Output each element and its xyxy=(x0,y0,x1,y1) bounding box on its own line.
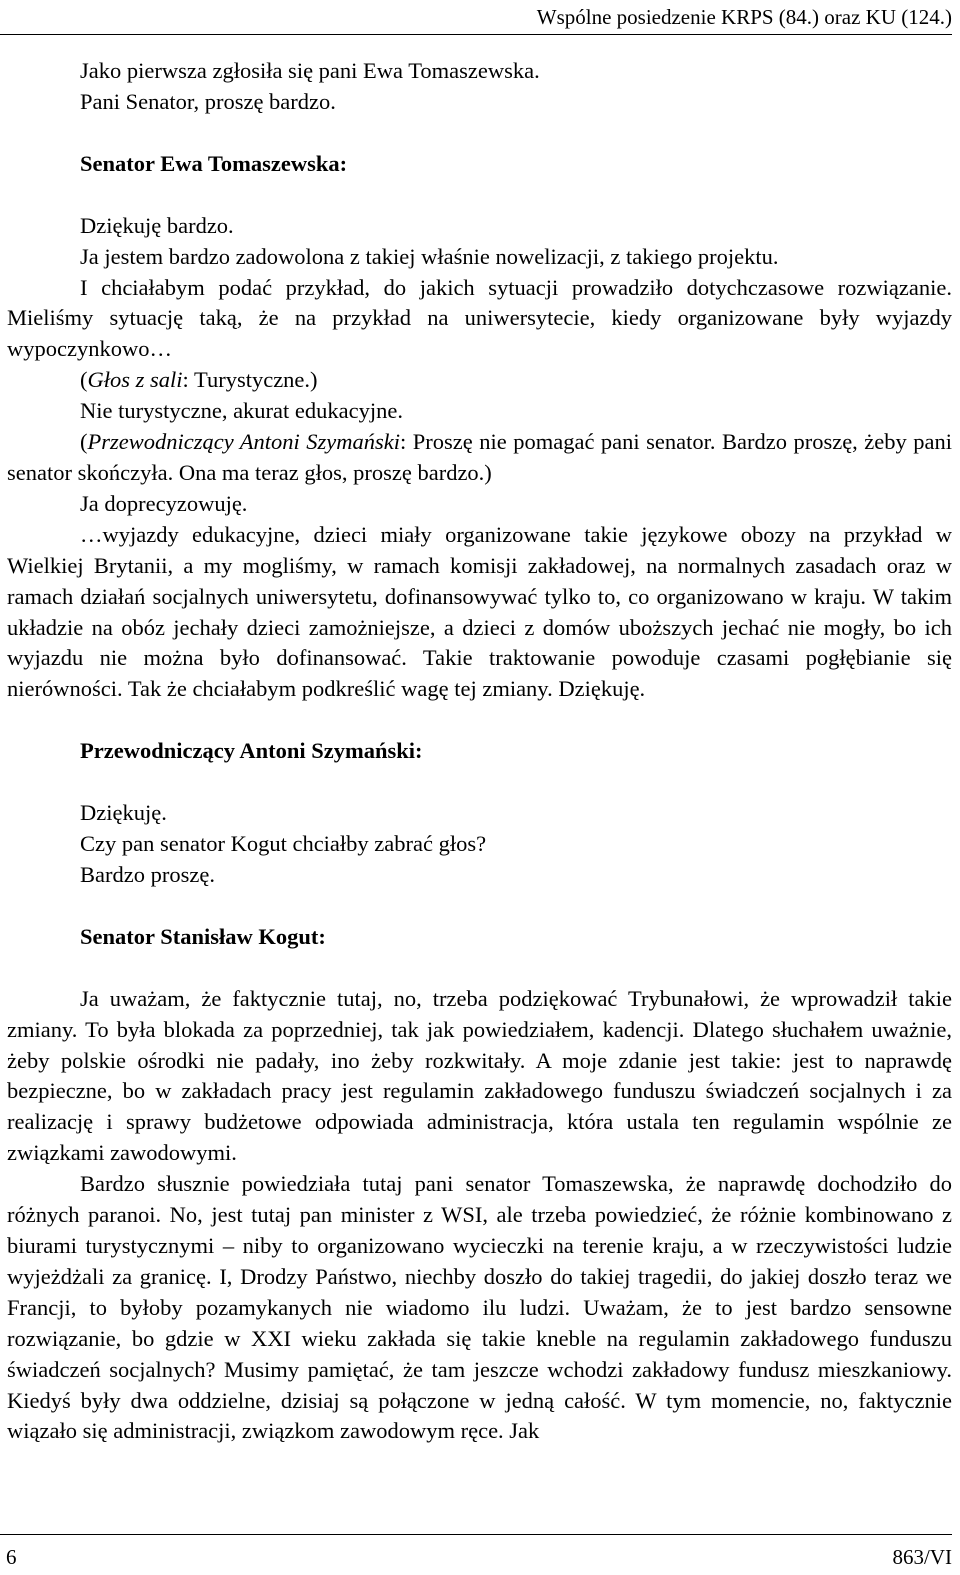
paragraph: Czy pan senator Kogut chciałby zabrać głos? xyxy=(80,831,487,857)
spacer xyxy=(7,180,952,211)
speaker-heading: Senator Stanisław Kogut: xyxy=(80,923,326,949)
page-footer xyxy=(0,1534,952,1573)
paragraph: Pani Senator, proszę bardzo. xyxy=(80,88,336,114)
interjection-speaker: Głos z sali xyxy=(87,367,183,393)
paragraph: Ja jestem bardzo zadowolona z takiej właśnie nowelizacji, z takiego projektu. xyxy=(80,243,779,269)
spacer xyxy=(7,767,952,798)
paragraph: Bardzo słusznie powiedziała tutaj pani senator Tomaszewska, że naprawdę dochodziło do różnych paranoi. No, jest tutaj pan minister z WSI, ale trzeba powiedzieć, że różnie kombinowano z biurami turystycznymi – niby to organizowano wycieczki na terenie kraju, a w rzeczywistości ludzie wyjeżdżali za granicę. I, Drodzy Państwo, niechby doszło do takiej tragedii, do jakiej doszło teraz we Francji, to byłoby pozamykanych nie wiadomo ilu ludzi. Uważam, że to jest bardzo sensowne rozwiązanie, bo gdzie w XXI wieku zakłada się takie kneble na regulamin zakładowego funduszu świadczeń socjalnych? Musimy pamiętać, że tam jeszcze wchodzi zakładowy fundusz mieszkaniowy. Kiedyś były dwa oddzielne, dzisiaj są połączone w jedną całość. W tym momencie, no, faktycznie wiązało się administracji, związkom zawodowym ręce. Jak xyxy=(7,1171,952,1444)
paragraph: …wyjazdy edukacyjne, dzieci miały organizowane takie językowe obozy na przykład w Wielkiej Brytanii, a my mogliśmy, w ramach komisji zakładowej, na normalnych zasadach oraz w ramach działań socjalnych uniwersytetu, dofinansowywać tylko to, co organizowano w kraju. W takim układzie na obóz jechały dzieci zamożniejsze, a dzieci z domów uboższych jechać nie mogły, bo ich wyjazdu nie można było dofinansować. Takie traktowanie powoduje czasami pogłębianie się nierówności. Tak że chciałabym podkreślić wagę tej zmiany. Dziękuję. xyxy=(7,521,952,702)
interjection-speaker: Przewodniczący Antoni Szymański xyxy=(87,429,401,455)
paragraph: Ja uważam, że faktycznie tutaj, no, trzeba podziękować Trybunałowi, że wprowadził takie zmiany. To była blokada za poprzedniej, tak jak powiedziałem, kadencji. Dlatego słuchałem uważnie, żeby polskie ośrodki nie padały, ino żeby rozkwitały. A moje zdanie jest takie: jest to naprawdę bezpieczne, bo w zakładach pracy jest regulamin zakładowego funduszu świadczeń socjalnych i za realizację i sprawy budżetowe odpowiada administracja, która ustala ten regulamin wspólnie ze związkami zawodowymi. xyxy=(7,985,952,1166)
paragraph: Bardzo proszę. xyxy=(80,861,215,887)
speaker-heading: Senator Ewa Tomaszewska: xyxy=(80,150,348,176)
paren-open: ( xyxy=(80,367,88,393)
running-header: Wspólne posiedzenie KRPS (84.) oraz KU (124.) xyxy=(0,2,952,35)
speaker-heading: Przewodniczący Antoni Szymański: xyxy=(80,738,423,764)
interjection xyxy=(7,427,952,489)
paragraph: I chciałabym podać przykład, do jakich sytuacji prowadziło dotychczasowe rozwiązanie. Mieliśmy sytuację taką, że na przykład na uniwersytecie, kiedy organizowane były wyjazdy wypoczynkowo… xyxy=(7,274,952,362)
interjection-text: : Turystyczne.) xyxy=(182,367,318,393)
spacer xyxy=(7,118,952,149)
interjection xyxy=(7,365,952,396)
interjection-text: : Proszę nie pomagać pani senator. Bardzo proszę, żeby pani senator skończyła. Ona ma teraz głos, proszę bardzo.) xyxy=(7,429,953,485)
paragraph: Nie turystyczne, akurat edukacyjne. xyxy=(80,398,403,424)
paragraph: Ja doprecyzowuję. xyxy=(80,490,248,516)
paragraph: Dziękuję. xyxy=(80,800,167,826)
page-number: 6 xyxy=(6,1545,17,1569)
spacer xyxy=(7,953,952,984)
spacer xyxy=(7,705,952,736)
paragraph: Jako pierwsza zgłosiła się pani Ewa Tomaszewska. xyxy=(80,58,540,83)
paren-open: ( xyxy=(80,429,88,455)
spacer xyxy=(7,891,952,922)
paragraph: Dziękuję bardzo. xyxy=(80,212,234,238)
page-body xyxy=(7,56,952,1447)
document-number: 863/VI xyxy=(892,1545,952,1569)
